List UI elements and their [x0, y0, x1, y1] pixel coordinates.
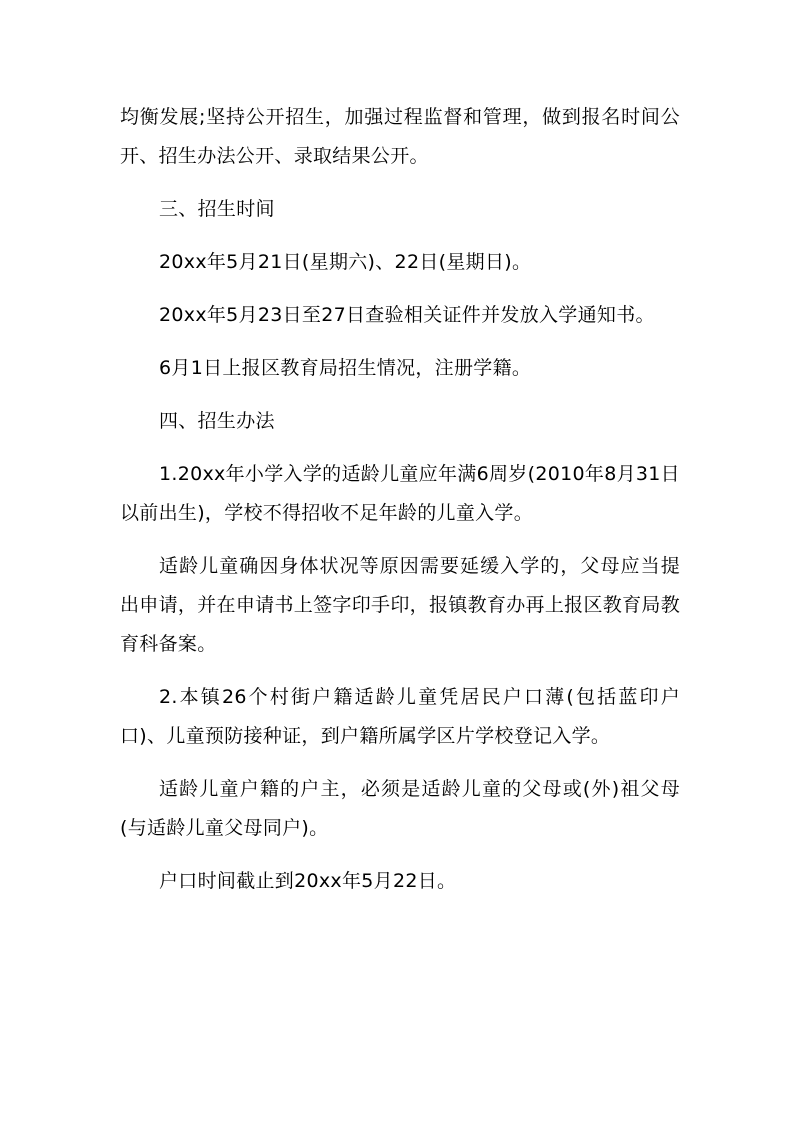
section-heading-enrollment-method: 四、招生办法 [159, 410, 275, 432]
paragraph-rule-1: 1.20xx年小学入学的适龄儿童应年满6周岁(2010年8月31日以前出生)，学校不得招收不足年龄的儿童入学。 [120, 463, 680, 524]
section-heading-enrollment-time: 三、招生时间 [159, 198, 275, 220]
paragraph-date-2: 20xx年5月23日至27日查验相关证件并发放入学通知书。 [159, 304, 655, 326]
paragraph-date-1: 20xx年5月21日(星期六)、22日(星期日)。 [159, 251, 532, 273]
paragraph-rule-1-note: 适龄儿童确因身体状况等原因需要延缓入学的，父母应当提出申请，并在申请书上签字印手印，报镇教育办再上报区教育局教育科备案。 [120, 555, 680, 655]
paragraph-date-3: 6月1日上报区教育局招生情况，注册学籍。 [159, 357, 532, 379]
paragraph-rule-2-note: 适龄儿童户籍的户主，必须是适龄儿童的父母或(外)祖父母(与适龄儿童父母同户)。 [120, 778, 680, 839]
paragraph-deadline: 户口时间截止到20xx年5月22日。 [159, 870, 457, 892]
document-body [120, 98, 680, 915]
paragraph-rule-2: 2.本镇26个村街户籍适龄儿童凭居民户口薄(包括蓝印户口)、儿童预防接种证，到户籍所属学区片学校登记入学。 [120, 686, 680, 747]
paragraph-1: 均衡发展;坚持公开招生，加强过程监督和管理，做到报名时间公开、招生办法公开、录取结果公开。 [120, 106, 680, 167]
